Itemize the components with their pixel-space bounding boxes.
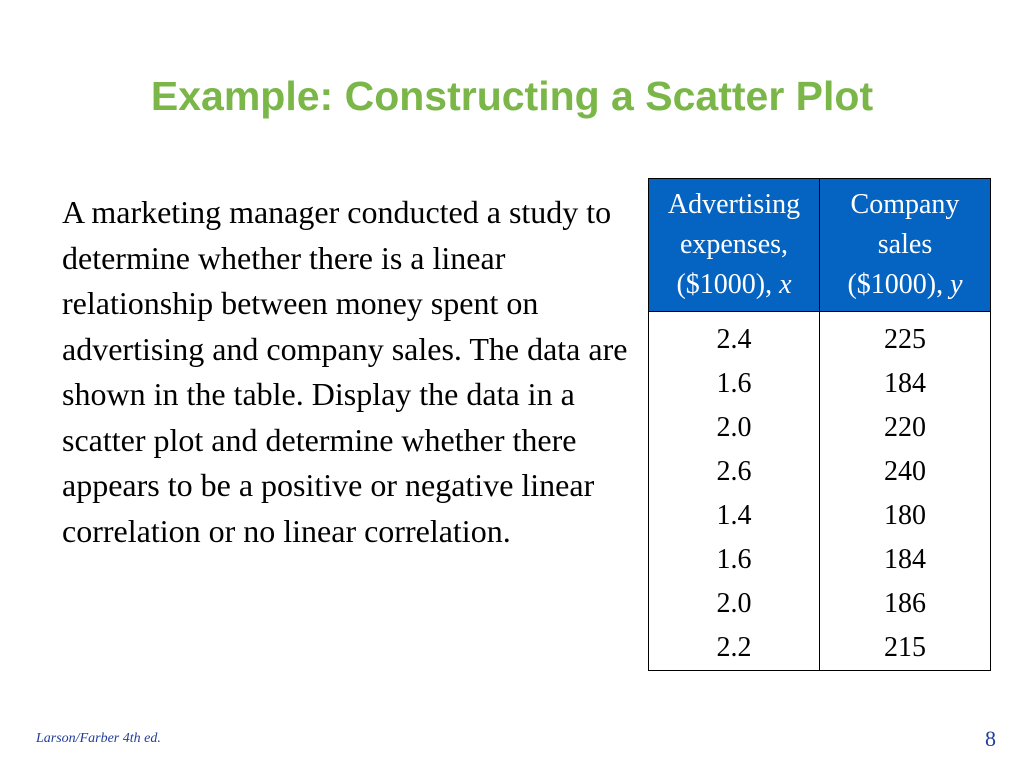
x-value-cell: 2.6 — [649, 450, 820, 494]
header-company-sales — [820, 179, 991, 312]
y-value-cell: 184 — [820, 538, 991, 582]
header-advertising-expenses — [649, 179, 820, 312]
problem-text: A marketing manager conducted a study to determine whether there is a linear relationship between money spent on advertising and company sales. The data are shown in the table. Display the data in a scatter plot and determine whether there appears to be a positive or negative linear correlation or no linear correlation. — [62, 194, 628, 549]
y-value-cell: 215 — [820, 626, 991, 671]
table-row — [649, 582, 991, 626]
y-value-cell: 184 — [820, 362, 991, 406]
x-value-cell: 2.0 — [649, 406, 820, 450]
y-value-cell: 180 — [820, 494, 991, 538]
table-row — [649, 362, 991, 406]
x-value-cell: 2.4 — [649, 312, 820, 363]
x-value-cell: 1.6 — [649, 538, 820, 582]
x-value-cell: 2.0 — [649, 582, 820, 626]
header-line: expenses, — [679, 229, 789, 260]
page-number: 8 — [985, 726, 996, 751]
y-value-cell: 240 — [820, 450, 991, 494]
header-line: ($1000), — [676, 269, 773, 300]
header-line: ($1000), — [847, 269, 944, 300]
header-variable: y — [950, 269, 963, 300]
header-variable: x — [779, 269, 792, 300]
table-row — [649, 312, 991, 363]
y-value-cell: 220 — [820, 406, 991, 450]
x-value-cell: 1.4 — [649, 494, 820, 538]
header-line: Company — [850, 189, 960, 220]
x-value-cell: 2.2 — [649, 626, 820, 671]
header-line: Advertising — [667, 189, 801, 220]
table-row — [649, 406, 991, 450]
y-value-cell: 186 — [820, 582, 991, 626]
table-row — [649, 538, 991, 582]
table-row — [649, 450, 991, 494]
slide-title: Example: Constructing a Scatter Plot — [150, 73, 874, 119]
table-header-row — [649, 179, 991, 312]
footer-citation: Larson/Farber 4th ed. — [36, 731, 161, 746]
table-row — [649, 494, 991, 538]
y-value-cell: 225 — [820, 312, 991, 363]
x-value-cell: 1.6 — [649, 362, 820, 406]
header-line: sales — [877, 229, 933, 260]
data-table — [648, 178, 991, 671]
table-row — [649, 626, 991, 671]
